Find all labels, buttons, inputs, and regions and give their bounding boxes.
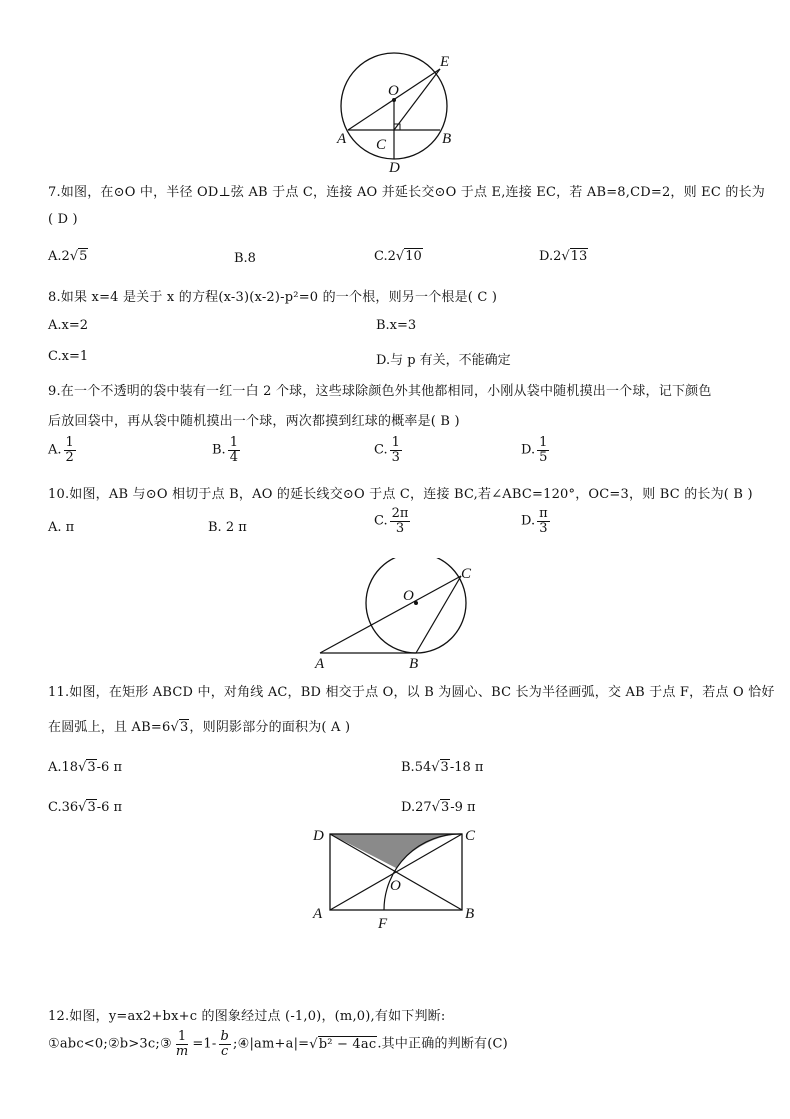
q11-stem-line2: 在圆弧上，且 AB=6√3，则阴影部分的面积为( A ) (48, 720, 351, 735)
q7-label-b: B (442, 131, 452, 147)
q9-stem-line1: 9.在一个不透明的袋中装有一红一白 2 个球，这些球除颜色外其他都相同，小刚从袋中随机摸出一个球，记下颜色 (48, 384, 712, 399)
q11-label-a: A (313, 906, 323, 922)
q10-label-o: O (403, 588, 414, 604)
q11-option-b: B.54√3-18 π (401, 760, 484, 775)
q7-option-b: B.8 (234, 251, 256, 266)
q7-option-d: D.2√13 (539, 249, 588, 264)
q8-option-d: D.与 p 有关，不能确定 (376, 353, 511, 368)
q9-stem-line2: 后放回袋中，再从袋中随机摸出一个球，两次都摸到红球的概率是( B ) (48, 414, 460, 429)
q11-option-c: C.36√3-6 π (48, 800, 123, 815)
q11-label-o: O (390, 878, 401, 894)
q10-label-b: B (409, 656, 419, 672)
q11-label-c: C (465, 828, 476, 844)
q12-stem-line1: 12.如图，y=ax2+bx+c 的图象经过点 (-1,0)，(m,0),有如下判断: (48, 1009, 446, 1024)
q11-label-f: F (378, 916, 388, 932)
q10-line-bc (416, 576, 461, 653)
q10-option-a: A. π (48, 520, 75, 535)
q10-label-c: C (461, 566, 472, 582)
q11-stem-line1: 11.如图，在矩形 ABCD 中，对角线 AC，BD 相交于点 O，以 B 为圆心、BC 长为半径画弧，交 AB 于点 F，若点 O 恰好 (48, 685, 775, 700)
q10-option-c: C. $\frac{2\pi}{3}$ (374, 506, 409, 536)
q7-answer: ( D ) (48, 212, 78, 227)
q7-label-c: C (376, 137, 387, 153)
q8-option-b: B.x=3 (376, 318, 417, 333)
q8-stem: 8.如果 x=4 是关于 x 的方程(x-3)(x-2)-p²=0 的一个根，则另一个根是( C ) (48, 290, 498, 305)
q7-stem: 7.如图，在⊙O 中，半径 OD⊥弦 AB 于点 C，连接 AO 并延长交⊙O 于点 E,连接 EC，若 AB=8,CD=2，则 EC 的长为 (48, 185, 765, 200)
q11-option-a: A.18√3-6 π (48, 760, 122, 775)
q8-option-c: C.x=1 (48, 349, 89, 364)
q9-option-a: A. $\frac{1}{2}$ (48, 435, 74, 465)
q11-label-b: B (465, 906, 475, 922)
q10-label-a: A (315, 656, 325, 672)
q7-option-a: A.2√5 (48, 249, 88, 264)
q9-option-b: B. $\frac{1}{4}$ (212, 435, 238, 465)
q8-option-a: A.x=2 (48, 318, 89, 333)
q11-option-d: D.27√3-9 π (401, 800, 476, 815)
q10-figure (310, 558, 490, 674)
q11-shaded-region (330, 834, 462, 868)
q7-label-e: E (440, 54, 450, 70)
q12-stem-line2: ①abc<0;②b>3c;③ $\frac{1}{m}$ =1- $\frac{b}{c}$ ;④|am+a|=√b² − 4ac.其中正确的判断有(C) (48, 1029, 508, 1059)
q7-label-o: O (388, 83, 399, 99)
q7-label-a: A (337, 131, 347, 147)
q7-line-ec (394, 69, 440, 130)
q9-option-c: C. $\frac{1}{3}$ (374, 435, 400, 465)
q10-option-d: D. $\frac{\pi}{3}$ (521, 506, 548, 536)
q10-circle (366, 558, 466, 653)
q10-stem: 10.如图，AB 与⊙O 相切于点 B，AO 的延长线交⊙O 于点 C，连接 BC,若∠ABC=120°，OC=3，则 BC 的长为( B ) (48, 487, 753, 502)
q10-line-ac (320, 576, 461, 653)
q7-option-c: C.2√10 (374, 249, 422, 264)
q11-label-d: D (313, 828, 324, 844)
q10-center-dot (414, 601, 418, 605)
q7-label-d: D (389, 160, 400, 175)
q10-option-b: B. 2 π (208, 520, 247, 535)
q9-option-d: D. $\frac{1}{5}$ (521, 435, 548, 465)
q7-figure (332, 50, 462, 175)
q11-figure (310, 824, 485, 934)
